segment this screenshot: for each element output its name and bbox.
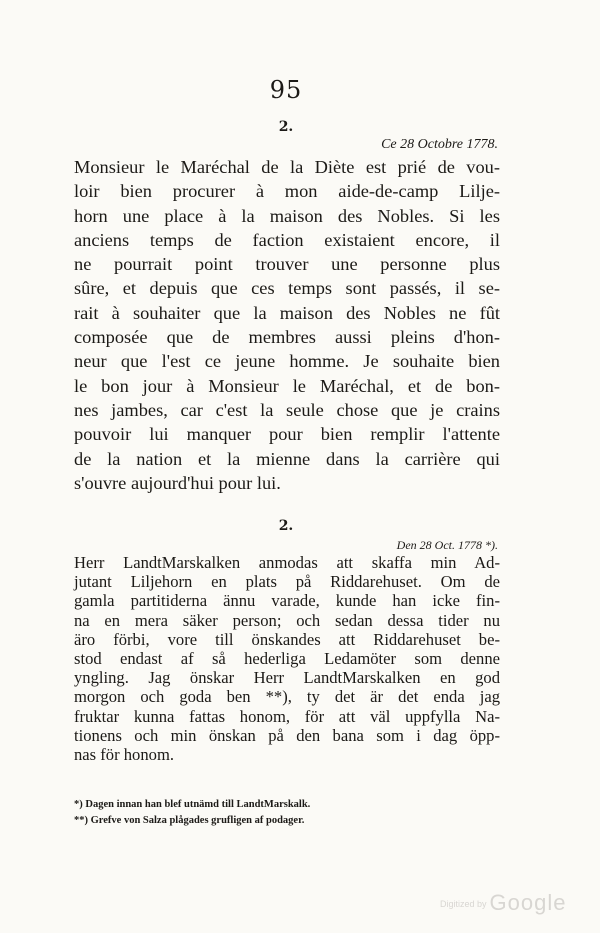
text-line: le bon jour à Monsieur le Maréchal, et de bon- xyxy=(74,375,500,396)
letter-date-swedish: Den 28 Oct. 1778 *). xyxy=(396,538,498,552)
text-line: nas för honom. xyxy=(74,745,175,765)
text-line: de la nation et la mienne dans la carrière qui xyxy=(74,448,500,469)
footnotes xyxy=(74,797,494,829)
text-line: pouvoir lui manquer pour bien remplir l'attente xyxy=(74,424,500,445)
text-line: s'ouvre aujourd'hui pour lui. xyxy=(74,472,281,493)
text-line: ne pourrait point trouver une personne plus xyxy=(74,254,500,275)
letter-date-french: Ce 28 Octobre 1778. xyxy=(381,137,498,152)
text-line: composée que de membres aussi pleins d'hon- xyxy=(74,327,500,348)
google-watermark xyxy=(440,890,566,916)
text-line: stod endast af så hederliga Ledamöter som denne xyxy=(74,649,500,669)
text-line: horn une place à la maison des Nobles. Si les xyxy=(74,205,500,226)
letter-body-french xyxy=(74,155,500,495)
text-line: sûre, et depuis que ces temps sont passés, il se- xyxy=(74,278,500,299)
text-line: Herr LandtMarskalken anmodas att skaffa min Ad- xyxy=(74,553,500,572)
text-line: gamla partitiderna ännu varade, kunde han icke fin- xyxy=(74,591,500,611)
text-line: neur que l'est ce jeune homme. Je souhaite bien xyxy=(74,351,500,372)
letter-body-swedish xyxy=(74,553,500,764)
section-number-french: 2. xyxy=(278,119,294,135)
text-line: anciens temps de faction existaient encore, il xyxy=(74,229,500,250)
watermark-prefix: Digitized by xyxy=(440,899,487,910)
text-line: Monsieur le Maréchal de la Diète est prié de vou- xyxy=(74,157,500,177)
page-number: 95 xyxy=(269,76,303,104)
text-line: nes jambes, car c'est la seule chose que je crains xyxy=(74,399,500,420)
footnote: **) Grefve von Salza plågades grufligen af podager. xyxy=(74,815,305,826)
text-line: fruktar kunna fattas honom, för att väl uppfylla Na- xyxy=(74,706,500,726)
text-line: rait à souhaiter que la maison des Nobles ne fût xyxy=(74,302,500,323)
text-line: morgon och goda ben **), ty det är det enda jag xyxy=(74,687,500,707)
text-line: tionens och min önskan på den bana som i dag öpp- xyxy=(74,725,500,745)
text-line: äro förbi, vore till önskandes att Riddarehuset be- xyxy=(74,629,500,649)
text-line: na en mera säker person; och sedan dessa tider nu xyxy=(74,610,500,630)
text-line: loir bien procurer à mon aide-de-camp Lilje- xyxy=(74,181,500,202)
text-line: jutant Liljehorn en plats på Riddarehuset. Om de xyxy=(74,572,500,592)
watermark-brand: Google xyxy=(489,890,567,915)
footnote: *) Dagen innan han blef utnämd till LandtMarskalk. xyxy=(74,799,311,810)
section-number-swedish: 2. xyxy=(278,518,294,534)
text-line: yngling. Jag önskar Herr LandtMarskalken en god xyxy=(74,668,500,688)
